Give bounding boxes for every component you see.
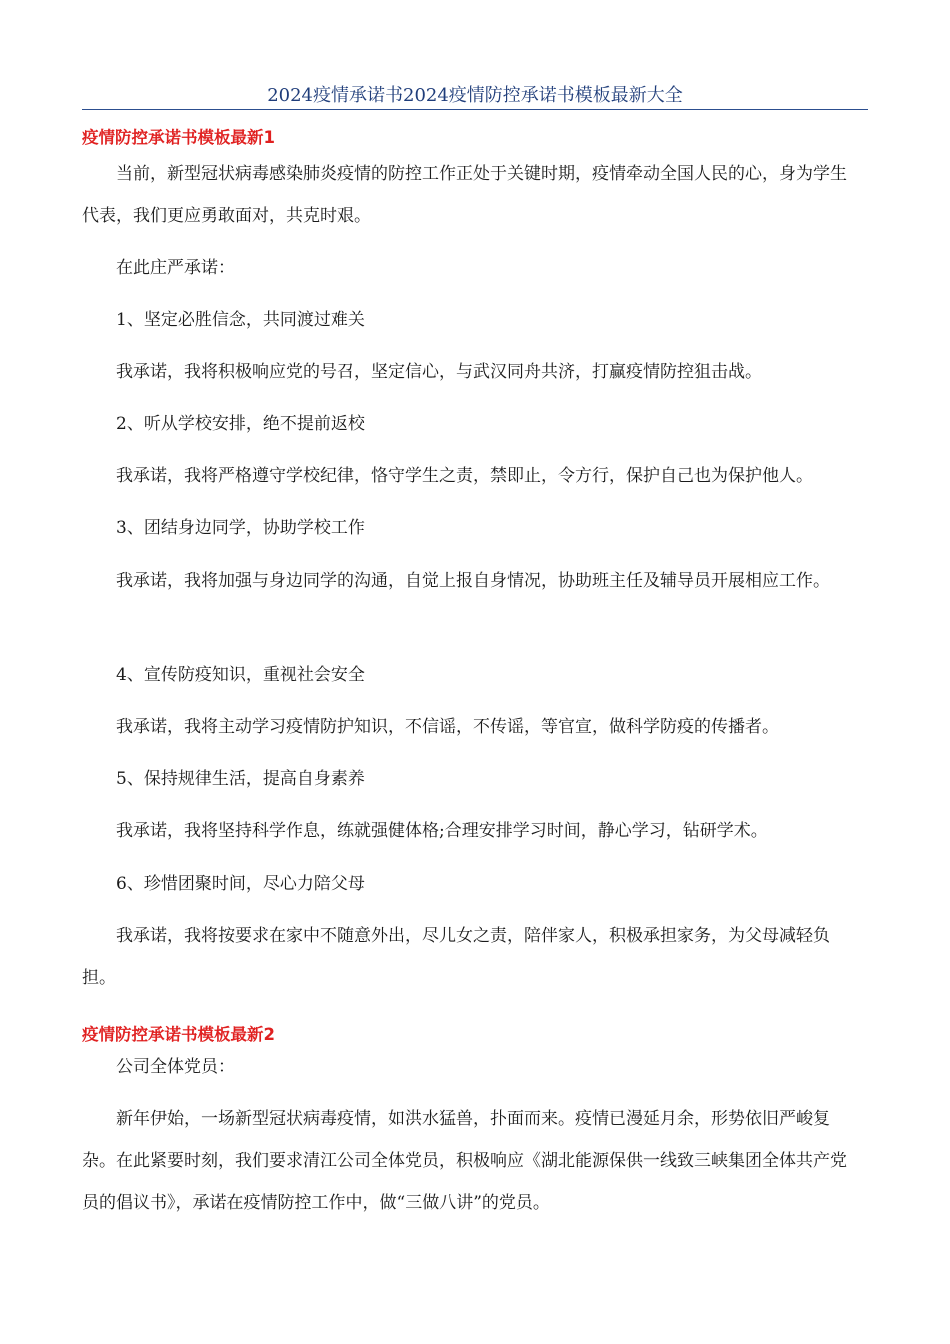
pledge-item-title-1: 1、坚定必胜信念，共同渡过难关 bbox=[116, 310, 365, 330]
pledge-item-text-1: 我承诺，我将积极响应党的号召，坚定信心，与武汉同舟共济，打赢疫情防控狙击战。 bbox=[116, 362, 762, 382]
pledge-item-text-4: 我承诺，我将主动学习疫情防护知识，不信谣，不传谣，等官宣，做科学防疫的传播者。 bbox=[116, 717, 779, 737]
section-heading-1: 疫情防控承诺书模板最新1 bbox=[82, 128, 275, 147]
pledge-item-text-5: 我承诺，我将坚持科学作息，练就强健体格;合理安排学习时间，静心学习，钻研学术。 bbox=[116, 821, 768, 841]
intro-paragraph: 当前，新型冠状病毒感染肺炎疫情的防控工作正处于关键时期，疫情牵动全国人民的心，身为学生代表，我们更应勇敢面对，共克时艰。 bbox=[82, 164, 847, 226]
document-header-title: 2024疫情承诺书2024疫情防控承诺书模板最新大全 bbox=[267, 85, 683, 106]
pledge-item-title-4: 4、宣传防疫知识，重视社会安全 bbox=[116, 665, 365, 685]
pledge-item-text-3: 我承诺，我将加强与身边同学的沟通，自觉上报自身情况，协助班主任及辅导员开展相应工作。 bbox=[116, 571, 830, 591]
salutation: 公司全体党员： bbox=[116, 1057, 235, 1077]
header-divider bbox=[82, 109, 868, 110]
section-heading-2: 疫情防控承诺书模板最新2 bbox=[82, 1025, 275, 1044]
pledge-item-title-2: 2、听从学校安排，绝不提前返校 bbox=[116, 414, 365, 434]
pledge-item-text-6: 我承诺，我将按要求在家中不随意外出，尽儿女之责，陪伴家人，积极承担家务，为父母减轻负担。 bbox=[82, 926, 830, 988]
pledge-item-text-2: 我承诺，我将严格遵守学校纪律，恪守学生之责，禁即止，令方行，保护自己也为保护他人。 bbox=[116, 466, 813, 486]
pledge-item-title-6: 6、珍惜团聚时间，尽心力陪父母 bbox=[116, 874, 365, 894]
pledge-item-title-5: 5、保持规律生活，提高自身素养 bbox=[116, 769, 365, 789]
pledge-lead: 在此庄严承诺： bbox=[116, 258, 235, 278]
body-paragraph: 新年伊始，一场新型冠状病毒疫情，如洪水猛兽，扑面而来。疫情已漫延月余，形势依旧严峻复杂。在此紧要时刻，我们要求清江公司全体党员，积极响应《湖北能源保供一线致三峡集团全体共产党员的倡议书》，承诺在疫情防控工作中，做“三做八讲”的党员。 bbox=[82, 1109, 847, 1213]
pledge-item-title-3: 3、团结身边同学，协助学校工作 bbox=[116, 518, 365, 538]
